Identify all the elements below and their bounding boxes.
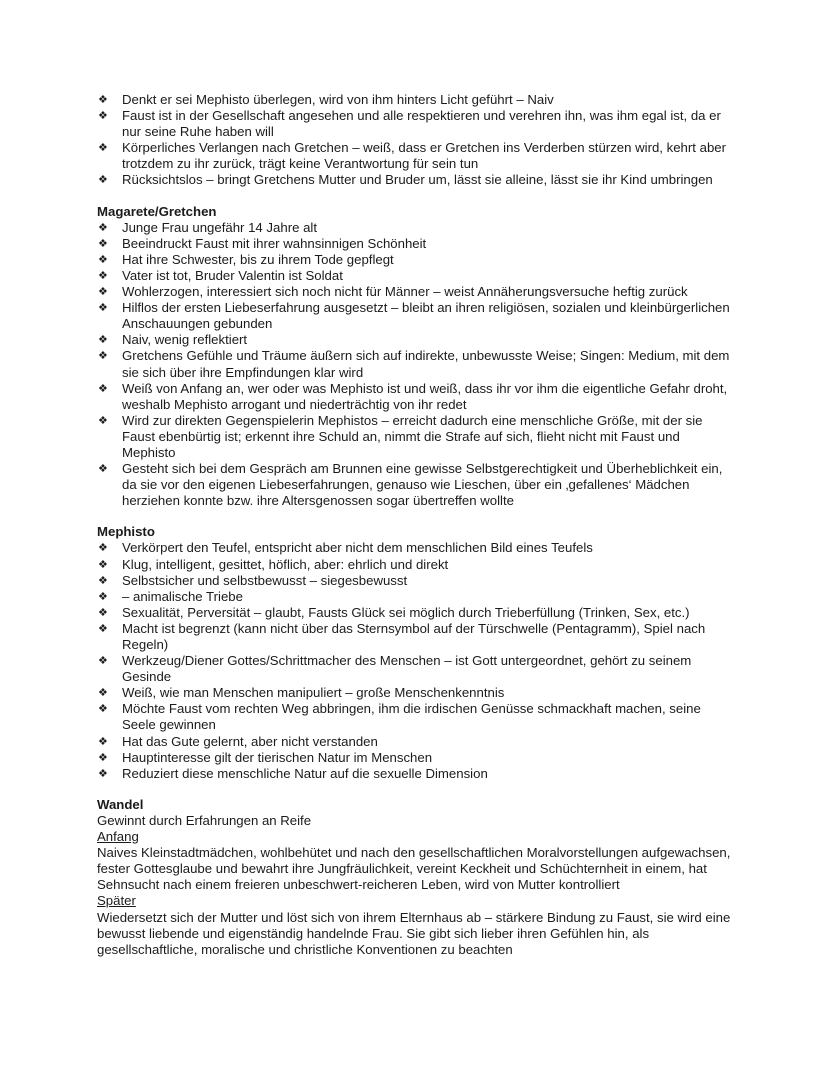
list-item-text: Faust ist in der Gesellschaft angesehen und alle respektieren und verehren ihn, was ihm egal ist, da er nur seine Ruhe haben will	[122, 108, 721, 140]
list-item	[97, 348, 735, 380]
list-item	[97, 108, 735, 140]
bullet-list	[97, 92, 735, 189]
diamond-bullet-icon: ❖	[98, 302, 108, 315]
list-item	[97, 461, 735, 509]
diamond-bullet-icon: ❖	[98, 622, 108, 635]
document-content	[97, 92, 735, 958]
paragraph: Naives Kleinstadtmädchen, wohlbehütet und nach den gesellschaftlichen Moralvorstellungen aufgewachsen, fester Gottesglaube und bewahrt ihre Jungfräulichkeit, vereint Keckheit und Schüchternheit in einem, hat Sehnsucht nach einem freieren unbeschwert-reicheren Leben, wird von Mutter kontrolliert	[97, 845, 731, 893]
list-item-text: Möchte Faust vom rechten Weg abbringen, ihm die irdischen Genüsse schmackhaft machen, seine Seele gewinnen	[122, 701, 701, 733]
list-item-text: Beeindruckt Faust mit ihrer wahnsinnigen Schönheit	[122, 235, 427, 251]
diamond-bullet-icon: ❖	[98, 751, 108, 764]
list-item	[97, 381, 735, 413]
list-item-text: Naiv, wenig reflektiert	[122, 332, 248, 348]
diamond-bullet-icon: ❖	[98, 350, 108, 363]
list-item	[97, 236, 735, 252]
list-item-text: Hauptinteresse gilt der tierischen Natur im Menschen	[122, 749, 433, 765]
section-wandel	[97, 797, 735, 958]
diamond-bullet-icon: ❖	[98, 606, 108, 619]
list-item-text: Verkörpert den Teufel, entspricht aber nicht dem menschlichen Bild eines Teufels	[122, 540, 593, 556]
list-item-text: Denkt er sei Mephisto überlegen, wird von ihm hinters Licht geführt – Naiv	[122, 92, 554, 107]
diamond-bullet-icon: ❖	[98, 110, 108, 123]
list-item-text: Hilflos der ersten Liebeserfahrung ausgesetzt – bleibt an ihren religiösen, sozialen und kleinbürgerlichen Anschauungen gebunden	[122, 300, 730, 332]
list-item-text: Sexualität, Perversität – glaubt, Fausts Glück sei möglich durch Trieberfüllung (Trinken, Sex, etc.)	[122, 604, 690, 620]
list-item-text: Gesteht sich bei dem Gespräch am Brunnen eine gewisse Selbstgerechtigkeit und Überheblichkeit ein, da sie vor den eigenen Liebeserfahrungen, genauso wie Lieschen, über ein ‚gefallenes‘ Mädchen herziehen konnte bzw. ihre Altersgenossen sogar übertreffen wollte	[122, 461, 723, 509]
list-item-text: Junge Frau ungefähr 14 Jahre alt	[122, 219, 318, 235]
list-item-text: Hat das Gute gelernt, aber nicht verstanden	[122, 733, 378, 749]
list-item-text: Rücksichtslos – bringt Gretchens Mutter und Bruder um, lässt sie alleine, lässt sie ihr Kind umbringen	[122, 172, 713, 188]
list-item-text: – animalische Triebe	[122, 588, 243, 604]
diamond-bullet-icon: ❖	[98, 703, 108, 716]
list-item-text: Vater ist tot, Bruder Valentin ist Soldat	[122, 267, 343, 283]
list-item	[97, 750, 735, 766]
list-item	[97, 92, 735, 108]
list-item	[97, 653, 735, 685]
list-item	[97, 140, 735, 172]
list-item	[97, 621, 735, 653]
list-item	[97, 540, 735, 556]
list-item	[97, 573, 735, 589]
diamond-bullet-icon: ❖	[98, 286, 108, 299]
list-item-text: Gretchens Gefühle und Träume äußern sich auf indirekte, unbewusste Weise; Singen: Medium, mit dem sie sich über ihre Empfindungen klar wird	[122, 348, 730, 380]
list-item	[97, 220, 735, 236]
list-item	[97, 300, 735, 332]
diamond-bullet-icon: ❖	[98, 94, 108, 106]
diamond-bullet-icon: ❖	[98, 221, 108, 234]
diamond-bullet-icon: ❖	[98, 174, 108, 187]
section-heading: Magarete/Gretchen	[97, 203, 217, 219]
list-item	[97, 413, 735, 461]
list-item	[97, 268, 735, 284]
diamond-bullet-icon: ❖	[98, 558, 108, 571]
diamond-bullet-icon: ❖	[98, 767, 108, 780]
list-item-text: Körperliches Verlangen nach Gretchen – weiß, dass er Gretchen ins Verderben stürzen wird, kehrt aber trotzdem zu ihr zurück, trägt keine Verantwortung für sein tun	[122, 140, 727, 172]
diamond-bullet-icon: ❖	[98, 735, 108, 748]
list-item	[97, 557, 735, 573]
diamond-bullet-icon: ❖	[98, 687, 108, 700]
list-item-text: Macht ist begrenzt (kann nicht über das Sternsymbol auf der Türschwelle (Pentagramm), Spiel nach Regeln)	[122, 620, 706, 652]
subheading-underlined: Später	[97, 893, 136, 909]
list-item-text: Hat ihre Schwester, bis zu ihrem Tode gepflegt	[122, 251, 394, 267]
paragraph: Wiedersetzt sich der Mutter und löst sich von ihrem Elternhaus ab – stärkere Bindung zu Faust, sie wird eine bewusst liebende und eigenständig handelnde Frau. Sie gibt sich lieber ihren Gefühlen hin, als gesellschaftliche, moralische und christliche Konventionen zu beachten	[97, 909, 731, 957]
list-item-text: Klug, intelligent, gesittet, höflich, aber: ehrlich und direkt	[122, 556, 449, 572]
section-heading: Wandel	[97, 796, 144, 812]
list-item	[97, 701, 735, 733]
list-item	[97, 605, 735, 621]
list-item-text: Werkzeug/Diener Gottes/Schrittmacher des Menschen – ist Gott untergeordnet, gehört zu seinem Gesinde	[122, 653, 692, 685]
list-item-text: Reduziert diese menschliche Natur auf die sexuelle Dimension	[122, 765, 488, 781]
section-magarete-gretchen	[97, 204, 735, 510]
bullet-list	[97, 220, 735, 510]
list-item	[97, 589, 735, 605]
list-item	[97, 685, 735, 701]
diamond-bullet-icon: ❖	[98, 463, 108, 476]
list-item-text: Weiß, wie man Menschen manipuliert – große Menschenkenntnis	[122, 685, 505, 701]
list-item	[97, 766, 735, 782]
bullet-list	[97, 540, 735, 781]
diamond-bullet-icon: ❖	[98, 253, 108, 266]
diamond-bullet-icon: ❖	[98, 655, 108, 668]
list-item	[97, 172, 735, 188]
list-item-text: Wird zur direkten Gegenspielerin Mephistos – erreicht dadurch eine menschliche Größe, mit der sie Faust ebenbürtig ist; erkennt ihre Schuld an, nimmt die Strafe auf sich, flieht nicht mit Faust und Mephisto	[122, 412, 703, 460]
list-item-text: Weiß von Anfang an, wer oder was Mephisto ist und weiß, dass ihr vor ihm die eigentliche Gefahr droht, weshalb Mephisto arrogant und niederträchtig von ihr redet	[122, 380, 728, 412]
diamond-bullet-icon: ❖	[98, 269, 108, 282]
diamond-bullet-icon: ❖	[98, 542, 108, 555]
paragraph: Gewinnt durch Erfahrungen an Reife	[97, 812, 312, 828]
subheading-underlined: Anfang	[97, 829, 139, 845]
diamond-bullet-icon: ❖	[98, 237, 108, 250]
diamond-bullet-icon: ❖	[98, 414, 108, 427]
section-untitled	[97, 92, 735, 189]
list-item	[97, 284, 735, 300]
diamond-bullet-icon: ❖	[98, 142, 108, 155]
diamond-bullet-icon: ❖	[98, 382, 108, 395]
list-item	[97, 252, 735, 268]
diamond-bullet-icon: ❖	[98, 334, 108, 347]
list-item-text: Selbstsicher und selbstbewusst – siegesbewusst	[122, 572, 408, 588]
diamond-bullet-icon: ❖	[98, 590, 108, 603]
section-mephisto	[97, 524, 735, 782]
diamond-bullet-icon: ❖	[98, 574, 108, 587]
list-item	[97, 332, 735, 348]
section-heading: Mephisto	[97, 524, 155, 540]
list-item-text: Wohlerzogen, interessiert sich noch nicht für Männer – weist Annäherungsversuche heftig zurück	[122, 284, 688, 300]
list-item	[97, 734, 735, 750]
